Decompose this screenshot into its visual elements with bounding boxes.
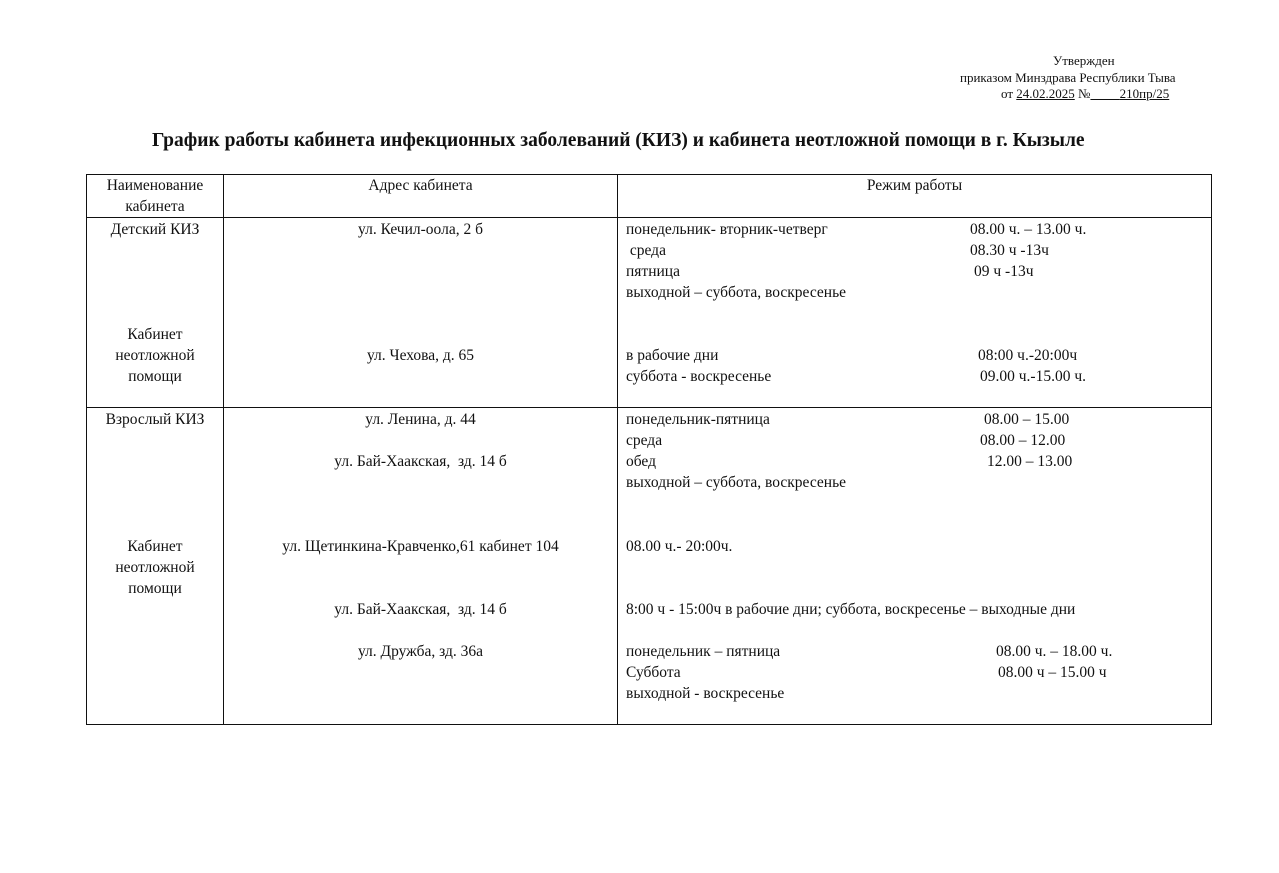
adult-urgent-sched-2: 8:00 ч - 15:00ч в рабочие дни; суббота, воскресенье – выходные дни	[626, 601, 1076, 618]
adult-kiz-sched-time: 08.00 – 12.00	[980, 432, 1066, 449]
child-urgent-sched-label: в рабочие дни	[626, 347, 719, 364]
approval-line-3	[1001, 86, 1169, 102]
adult-urgent-sched-1: 08.00 ч.- 20:00ч.	[626, 538, 733, 555]
header-name: Наименование кабинета	[87, 175, 224, 218]
header-schedule: Режим работы	[618, 175, 1212, 218]
approval-number: 210пр/25	[1119, 86, 1170, 101]
adult-kiz-sched-label: обед	[626, 453, 656, 470]
header-address: Адрес кабинета	[224, 175, 618, 218]
table-header-row	[87, 175, 1212, 218]
adult-kiz-name: Взрослый КИЗ	[105, 411, 205, 428]
adult-urgent-sched-3-label: Суббота	[626, 664, 681, 681]
child-kiz-sched-label: понедельник- вторник-четверг	[626, 221, 828, 238]
adult-kiz-sched-label: среда	[626, 432, 663, 449]
page-title: График работы кабинета инфекционных заболеваний (КИЗ) и кабинета неотложной помощи в г. Кызыле	[152, 130, 1085, 151]
adult-urgent-address-3: ул. Дружба, зд. 36а	[357, 643, 484, 660]
adult-kiz-address-1: ул. Ленина, д. 44	[365, 411, 476, 428]
child-kiz-sched-time: 08.00 ч. – 13.00 ч.	[970, 221, 1087, 238]
child-urgent-sched-time: 09.00 ч.-15.00 ч.	[980, 368, 1087, 385]
table-row-adult	[87, 408, 1212, 725]
approval-from: от	[1001, 86, 1014, 101]
child-kiz-address: ул. Кечил-оола, 2 б	[358, 221, 483, 238]
child-kiz-name: Детский КИЗ	[110, 221, 200, 238]
child-urgent-name-3: помощи	[128, 368, 182, 385]
child-urgent-address: ул. Чехова, д. 65	[366, 347, 475, 364]
adult-kiz-sched-label: понедельник-пятница	[626, 411, 770, 428]
adult-kiz-sched-time: 12.00 – 13.00	[987, 453, 1073, 470]
adult-urgent-address-2: ул. Бай-Хаакская, зд. 14 б	[334, 601, 507, 618]
child-urgent-name-2: неотложной	[115, 347, 195, 364]
approval-date: 24.02.2025	[1016, 86, 1075, 101]
approval-number-label: №	[1078, 86, 1091, 101]
adult-urgent-address-1: ул. Щетинкина-Кравченко,61 кабинет 104	[282, 538, 559, 555]
adult-urgent-name-2: неотложной	[115, 559, 195, 576]
table-row-child	[87, 218, 1212, 408]
child-kiz-sched-label: среда	[626, 242, 666, 259]
adult-urgent-sched-3-time: 08.00 ч. – 18.00 ч.	[996, 643, 1113, 660]
adult-kiz-address-2: ул. Бай-Хаакская, зд. 14 б	[334, 453, 507, 470]
child-urgent-name-1: Кабинет	[127, 326, 183, 343]
adult-urgent-name-3: помощи	[128, 580, 182, 597]
adult-urgent-name-1: Кабинет	[127, 538, 183, 555]
child-kiz-sched-time: 08.30 ч -13ч	[970, 242, 1049, 259]
child-kiz-sched-label: пятница	[626, 263, 680, 280]
adult-urgent-sched-3-label: понедельник – пятница	[626, 643, 781, 660]
approval-line-1: Утвержден	[1053, 53, 1115, 68]
child-urgent-sched-label: суббота - воскресенье	[626, 368, 772, 385]
adult-urgent-sched-3-label: выходной - воскресенье	[626, 685, 785, 702]
adult-kiz-sched-label: выходной – суббота, воскресенье	[626, 474, 847, 491]
adult-urgent-sched-3-time: 08.00 ч – 15.00 ч	[998, 664, 1107, 681]
schedule-table	[86, 174, 1212, 725]
child-kiz-sched-label: выходной – суббота, воскресенье	[626, 284, 847, 301]
child-urgent-sched-time: 08:00 ч.-20:00ч	[978, 347, 1078, 364]
approval-line-2: приказом Минздрава Республики Тыва	[960, 70, 1176, 85]
adult-kiz-sched-time: 08.00 – 15.00	[984, 411, 1070, 428]
child-kiz-sched-time: 09 ч -13ч	[974, 263, 1034, 280]
